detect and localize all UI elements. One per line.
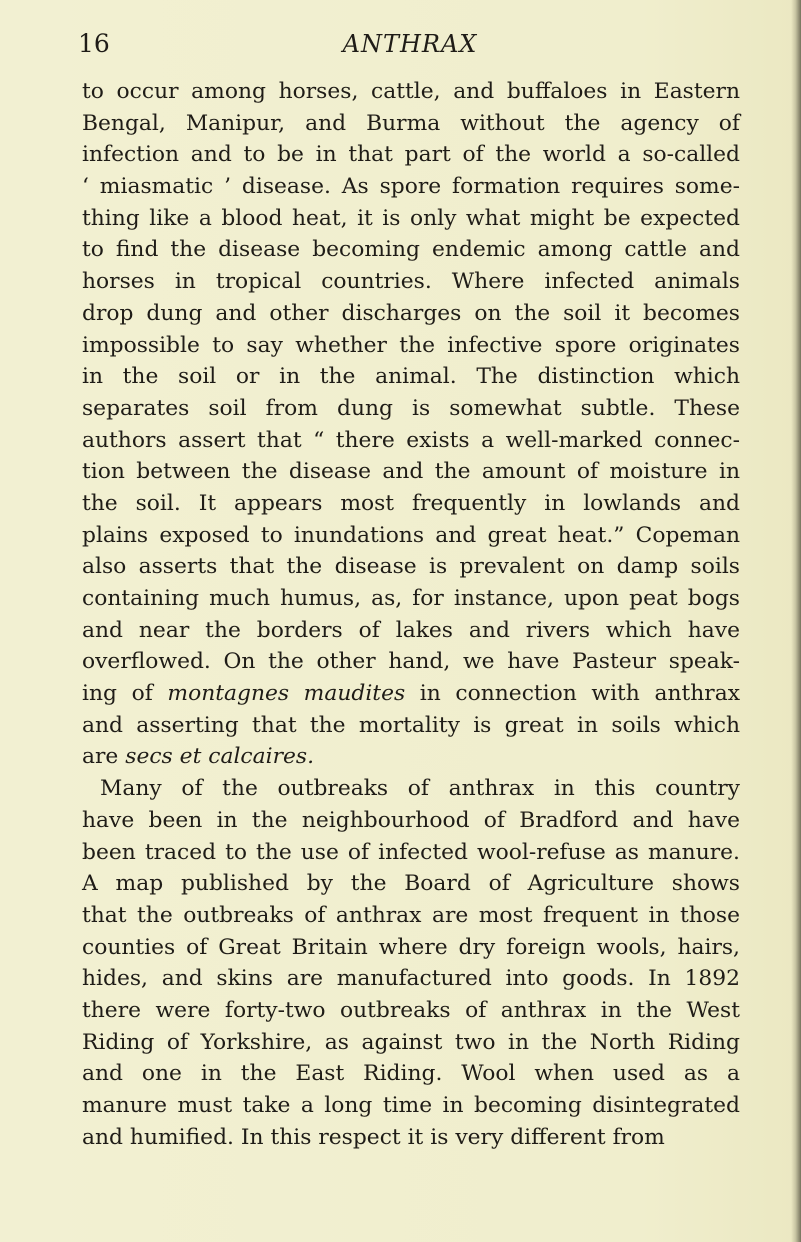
text-line: and asserting that the mortality is great in soils which bbox=[82, 712, 740, 738]
text-line: ‘ miasmatic ’ disease. As spore formation requires some- bbox=[82, 174, 740, 200]
text-line: infection and to be in that part of the world a so-called bbox=[82, 142, 740, 168]
text-line: and humified. In this respect it is very different from bbox=[82, 1124, 665, 1150]
text-line: Riding of Yorkshire, as against two in the North Riding bbox=[82, 1029, 740, 1055]
text-line: manure must take a long time in becoming disintegrated bbox=[82, 1093, 740, 1118]
italic-phrase: montagnes maudites bbox=[167, 681, 406, 707]
running-head: ANTHRAX bbox=[342, 30, 478, 58]
text-line: impossible to say whether the infective spore originates bbox=[82, 332, 740, 358]
text-fragment: ing of bbox=[82, 681, 153, 707]
text-line: A map published by the Board of Agriculture shows bbox=[82, 871, 740, 897]
text-line: and near the borders of lakes and rivers which have bbox=[82, 617, 740, 643]
text-line: Bengal, Manipur, and Burma without the agency of bbox=[82, 110, 740, 136]
text-line: drop dung and other discharges on the soil it becomes bbox=[82, 300, 740, 326]
body-text bbox=[82, 76, 740, 1153]
page-header bbox=[70, 24, 750, 64]
text-line: containing much humus, as, for instance, upon peat bogs bbox=[82, 586, 740, 611]
text-line: overflowed. On the other hand, we have Pasteur speak- bbox=[82, 649, 740, 675]
text-line: there were forty-two outbreaks of anthrax in the West bbox=[82, 997, 740, 1023]
text-line bbox=[82, 678, 740, 710]
text-line: Many of the outbreaks of anthrax in this country bbox=[100, 776, 740, 802]
text-line: thing like a blood heat, it is only what might be expected bbox=[82, 205, 740, 231]
text-line: the soil. It appears most frequently in lowlands and bbox=[82, 490, 740, 516]
italic-phrase: secs et calcaires. bbox=[125, 744, 315, 770]
text-line: been traced to the use of infected wool-refuse as manure. bbox=[82, 839, 740, 865]
text-line: have been in the neighbourhood of Bradford and have bbox=[82, 807, 740, 833]
text-line: in the soil or in the animal. The distinction which bbox=[82, 364, 740, 390]
text-line: horses in tropical countries. Where infected animals bbox=[82, 269, 740, 295]
text-line: separates soil from dung is somewhat subtle. These bbox=[82, 395, 740, 421]
text-fragment: are bbox=[82, 744, 119, 770]
text-line bbox=[82, 741, 740, 773]
text-line: hides, and skins are manufactured into goods. In 1892 bbox=[82, 966, 740, 992]
text-line: and one in the East Riding. Wool when used as a bbox=[82, 1061, 740, 1087]
text-line: also asserts that the disease is prevalent on damp soils bbox=[82, 554, 740, 580]
text-fragment: in connection with anthrax bbox=[419, 681, 741, 707]
text-line: plains exposed to inundations and great heat.” Copeman bbox=[82, 522, 740, 548]
text-line: authors assert that “ there exists a well-marked connec- bbox=[82, 427, 740, 453]
text-line: to occur among horses, cattle, and buffaloes in Eastern bbox=[82, 79, 740, 104]
page-edge-shadow bbox=[791, 0, 801, 1242]
text-line: that the outbreaks of anthrax are most frequent in those bbox=[82, 902, 740, 928]
page-number: 16 bbox=[78, 29, 110, 58]
text-line: to find the disease becoming endemic among cattle and bbox=[82, 237, 740, 263]
text-line: tion between the disease and the amount of moisture in bbox=[82, 459, 740, 485]
text-line: counties of Great Britain where dry foreign wools, hairs, bbox=[82, 934, 740, 960]
